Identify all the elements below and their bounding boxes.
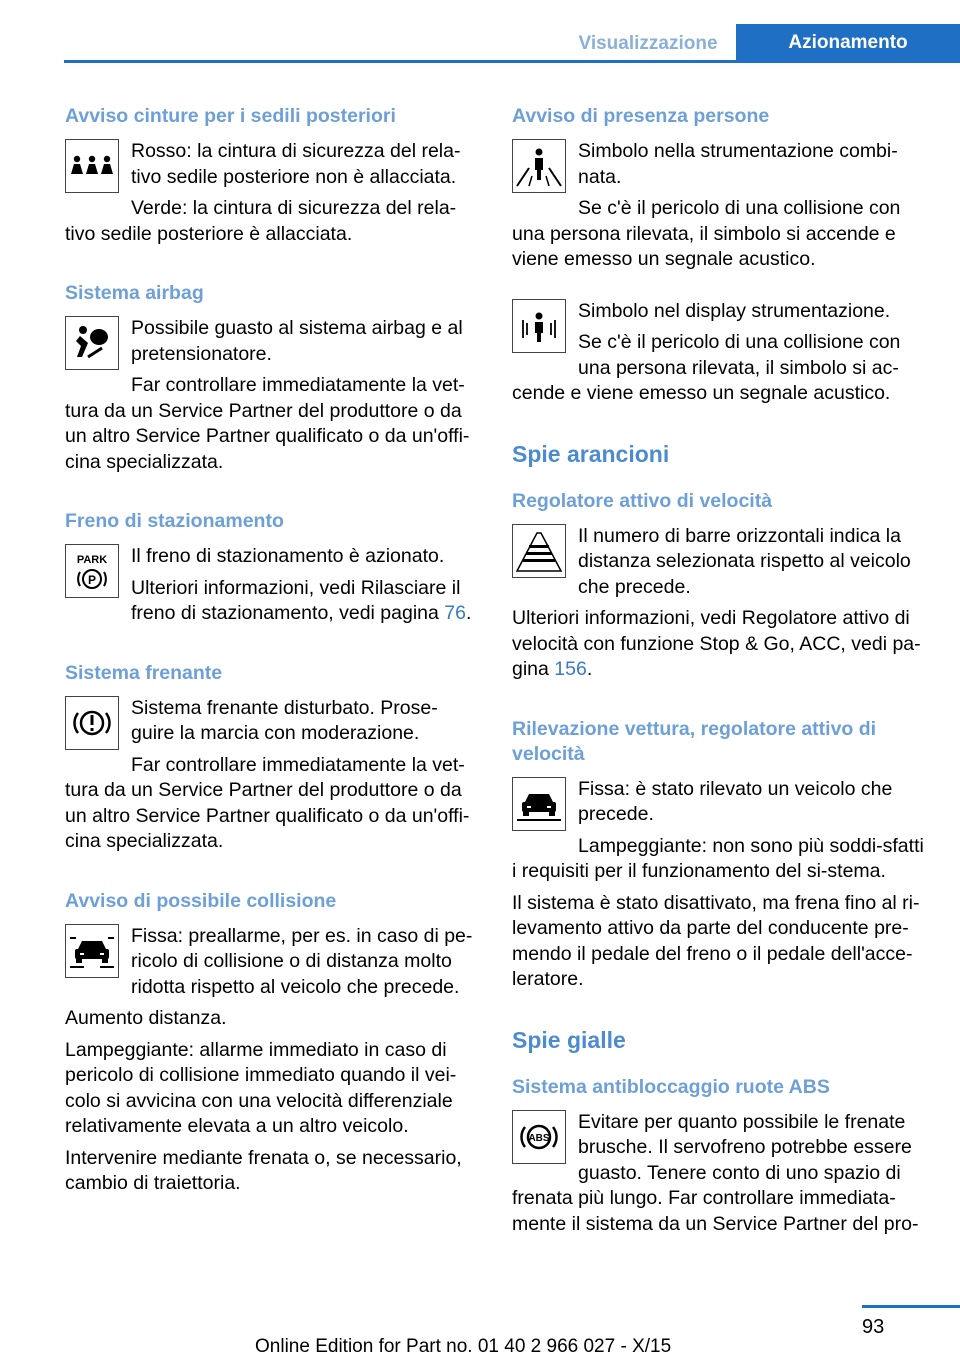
section-title-brake-system: Sistema frenante xyxy=(65,661,223,684)
text-airbag-check: Far controllare immediatamente la vet-tura da un Service Partner del produttore o da un altro Service Partner qualificato o da un'offi-cina specializzata. xyxy=(65,374,470,473)
header-tab-visualizzazione[interactable]: Visualizzazione xyxy=(578,33,718,54)
abs-icon xyxy=(512,1110,566,1164)
text-vehicle-detected: Fissa: è stato rilevato un veicolo che precede. xyxy=(578,777,893,825)
text-airbag-fault: Possibile guasto al sistema airbag e al pretensionatore. xyxy=(131,317,463,365)
header-tab-azionamento[interactable]: Azionamento xyxy=(736,24,960,62)
text-brake-check: Far controllare immediatamente la vet-tura da un Service Partner del produttore o da un altro Service Partner qualificato o da un'offi-cina specializzata. xyxy=(65,753,470,852)
text-parking-brake-on: Il freno di stazionamento è azionato. xyxy=(131,545,445,567)
acc-distance-icon xyxy=(512,524,566,578)
text-collision-prewarning: Fissa: preallarme, per es. in caso di pe-ricolo di collisione o di distanza molto ridotta rispetto al veicolo che precede. xyxy=(131,924,473,998)
parking-brake-icon xyxy=(65,544,119,598)
collision-warning-car-icon xyxy=(65,924,119,978)
footer-rule xyxy=(862,1305,960,1308)
text-person-symbol-display: Simbolo nel display strumentazione. xyxy=(578,299,891,322)
brake-warning-icon xyxy=(65,696,119,750)
text-collision-increase: Aumento distanza. xyxy=(65,1007,227,1029)
text-collision-flashing: Lampeggiante: allarme immediato in caso di pericolo di collisione immediato quando il vei-colo si avvicina con una velocità differenziale relativamente elevata a un altro veicolo. xyxy=(65,1038,457,1137)
person-warning-icon xyxy=(512,139,566,193)
text-person-symbol-combi: Simbolo nella strumentazione combi-nata. xyxy=(578,140,898,188)
section-title-person-warning: Avviso di presenza persone xyxy=(512,105,770,127)
section-title-abs: Sistema antibloccaggio ruote ABS xyxy=(512,1075,830,1098)
footer-edition: Online Edition for Part no. 01 40 2 966 027 - X/15 xyxy=(255,1336,672,1357)
park-p-label: P xyxy=(87,573,97,587)
page-number: 93 xyxy=(862,1316,885,1338)
right-column xyxy=(512,104,928,1243)
page-header xyxy=(0,0,960,62)
left-column xyxy=(65,104,479,1203)
text-acc-bars: Il numero di barre orizzontali indica la distanza selezionata rispetto al veicolo che precede. xyxy=(578,524,911,598)
park-label: PARK xyxy=(76,554,108,566)
person-display-icon xyxy=(512,299,566,353)
vehicle-detection-car-icon xyxy=(512,777,566,831)
link-page-156[interactable]: 156 xyxy=(554,658,587,680)
section-title-airbag: Sistema airbag xyxy=(65,282,204,304)
heading-yellow-lights: Spie gialle xyxy=(512,1026,626,1053)
text-parking-brake-info: Ulteriori informazioni, vedi Rilasciare il freno di stazionamento, vedi pagina 76. xyxy=(131,576,472,624)
link-page-76[interactable]: 76 xyxy=(444,602,466,624)
header-rule xyxy=(64,60,960,63)
abs-label: ABS xyxy=(528,1132,550,1144)
text-vehicle-flashing: Lampeggiante: non sono più soddi-sfatti i requisiti per il funzionamento del si-stema. xyxy=(512,834,924,882)
text-abs-warning: Evitare per quanto possibile le frenate brusche. Il servofreno potrebbe essere guasto. Tenere conto di uno spazio di frenata più lungo. Far controllare immediata-mente il sistema da un Service Partner del pro- xyxy=(512,1110,919,1235)
text-rear-belts-green: Verde: la cintura di sicurezza del rela-tivo sedile posteriore è allacciata. xyxy=(65,197,457,245)
text-person-danger: Se c'è il pericolo di una collisione con una persona rilevata, il simbolo si accende e viene emesso un segnale acustico. xyxy=(512,197,901,270)
text-acc-info: Ulteriori informazioni, vedi Regolatore attivo di velocità con funzione Stop & Go, ACC, vedi pa-gina 156. xyxy=(512,607,921,680)
section-title-collision-warning: Avviso di possibile collisione xyxy=(65,889,337,912)
section-title-rear-belts: Avviso cinture per i sedili posteriori xyxy=(65,105,396,127)
heading-orange-lights: Spie arancioni xyxy=(512,440,670,467)
text-collision-action: Intervenire mediante frenata o, se necessario, cambio di traiettoria. xyxy=(65,1146,462,1194)
section-title-parking-brake: Freno di stazionamento xyxy=(65,510,284,532)
text-person-danger-display: Se c'è il pericolo di una collisione con una persona rilevata, il simbolo si ac-cende e viene emesso un segnale acustico. xyxy=(512,331,901,404)
airbag-icon xyxy=(65,316,119,370)
text-brake-fault: Sistema frenante disturbato. Prose-guire la marcia con moderazione. xyxy=(131,696,438,744)
rear-seatbelt-icon xyxy=(65,139,119,193)
text-vehicle-deactivated: Il sistema è stato disattivato, ma frena fino al ri-levamento attivo da parte del conducente pre-mendo il pedale del freno o il pedale dell'acce-leratore. xyxy=(512,891,920,990)
text-rear-belts-red: Rosso: la cintura di sicurezza del rela-tivo sedile posteriore non è allacciata. xyxy=(131,140,461,188)
section-title-acc: Regolatore attivo di velocità xyxy=(512,489,773,512)
section-title-vehicle-detection: Rilevazione vettura, regolatore attivo di velocità xyxy=(512,717,877,765)
